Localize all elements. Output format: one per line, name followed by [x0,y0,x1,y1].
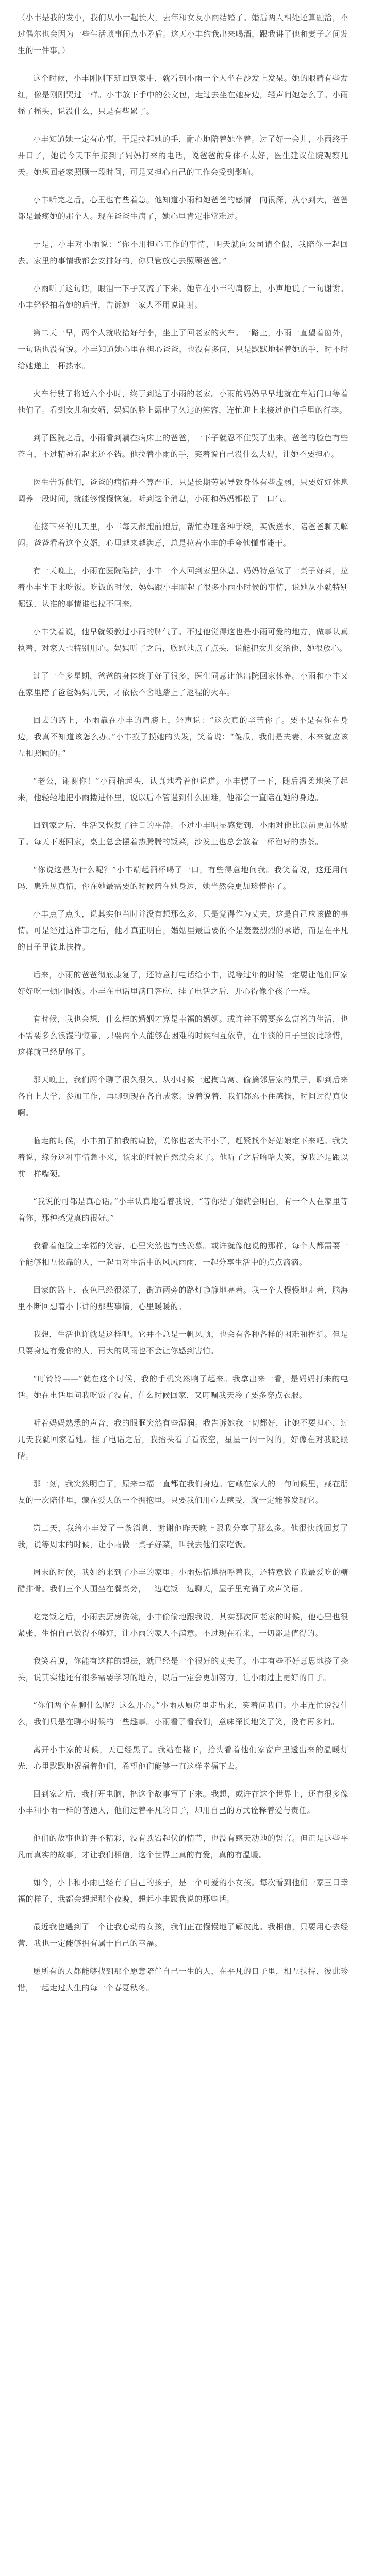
article-paragraph: 听着妈妈熟悉的声音，我的眼眶突然有些湿润。我告诉她我一切都好，让她不要担心，过几天我就回家看她。挂了电话之后，我抬头看了看夜空，星星一闪一闪的，好像在对我眨眼睛。 [18,1418,348,1461]
article-paragraph: 吃完饭之后，小雨去厨房洗碗，小丰偷偷地跟我说，其实那次回老家的时候，他心里也很紧张，生怕自己做得不够好，让小雨的家人不满意。不过现在看来，一切都是值得的。 [18,1612,348,1638]
article-paragraph: 这个时候，小丰刚刚下班回到家中，就看到小雨一个人坐在沙发上发呆。她的眼睛有些发红，像是刚刚哭过一样。小丰放下手中的公文包，走过去坐在她身边，轻声问她怎么了。小雨摇了摇头，说没什么，只是有些累了。 [18,74,348,116]
article-paragraph: 回到家之后，我打开电脑，把这个故事写了下来。我想，或许在这个世界上，还有很多像小丰和小雨一样的普通人，他们过着平凡的日子，却用自己的方式诠释着爱与责任。 [18,1789,348,1815]
article-paragraph: 火车行驶了将近六个小时，终于到达了小雨的老家。小雨的妈妈早早地就在车站门口等着他们了。看到女儿和女婿，妈妈的脸上露出了久违的笑容，连忙迎上来接过他们手里的行李。 [18,389,348,415]
article-body [18,9,348,1996]
article-paragraph: 第二天，我给小丰发了一条消息，谢谢他昨天晚上跟我分享了那么多。他很快就回复了我，说等周末的时候，让小雨做一桌子好菜，叫我去他们家吃饭。 [18,1523,348,1549]
article-paragraph: 回到家之后，生活又恢复了往日的平静。不过小丰明显感觉到，小雨对他比以前更加体贴了。每天下班回家，桌上总会摆着热腾腾的饭菜，沙发上也总会放着一杯泡好的热茶。 [18,821,348,846]
article-paragraph: “叮铃铃——”就在这个时候，我的手机突然响了起来。我拿出来一看，是妈妈打来的电话。她在电话里问我吃饭了没有，什么时候回家，又叮嘱我天冷了要多穿点衣服。 [18,1374,348,1400]
article-paragraph: 那天晚上，我们两个聊了很久很久。从小时候一起掏鸟窝、偷摘邻居家的果子，聊到后来各自上大学、参加工作，再聊到现在各自成家。说着说着，我们都忍不住感慨，时间过得真快啊。 [18,1075,348,1117]
article-paragraph: 有时候，我也会想，什么样的婚姻才算是幸福的婚姻。或许并不需要多么富裕的生活，也不需要多么浪漫的惊喜，只要两个人能够在困难的时候相互依靠，在平淡的日子里彼此珍惜，这样就已经足够了。 [18,1014,348,1057]
article-paragraph: 回去的路上，小雨靠在小丰的肩膀上，轻声说：“这次真的辛苦你了。要不是有你在身边，我真不知道该怎么办。”小丰摸了摸她的头发，笑着说：“傻瓜，我们是夫妻，本来就应该互相照顾的。” [18,716,348,758]
intro-note: （小丰是我的发小，我们从小一起长大，去年和女友小雨结婚了。婚后两人相处还算融洽，不过偶尔也会因为一些生活琐事闹点小矛盾。这天小丰约我出来喝酒，跟我讲了他和妻子之间发生的一件事。） [18,13,348,55]
article-paragraph: 医生告诉他们，爸爸的病情并不算严重，只是长期劳累导致身体有些虚弱，只要好好休息调养一段时间，就能够慢慢恢复。听到这个消息，小雨和妈妈都松了一口气。 [18,478,348,503]
article-paragraph: 后来，小雨的爸爸彻底康复了，还特意打电话给小丰，说等过年的时候一定要让他们回家好好吃一顿团圆饭。小丰在电话里满口答应，挂了电话之后，开心得像个孩子一样。 [18,970,348,996]
article-paragraph: 临走的时候，小丰拍了拍我的肩膀，说你也老大不小了，赶紧找个好姑娘定下来吧。我笑着说，缘分这种事情急不来，该来的时候自然就会来了。他听了之后哈哈大笑，说我还是跟以前一样嘴硬。 [18,1136,348,1178]
article-paragraph: 小丰知道她一定有心事，于是拉起她的手，耐心地陪着她坐着。过了好一会儿，小雨终于开口了，她说今天下午接到了妈妈打来的电话，说爸爸的身体不太好，医生建议住院观察几天。她想回老家照顾一段时间，可是又担心自己的工作会受到影响。 [18,134,348,177]
article-paragraph: “老公，谢谢你！”小雨抬起头，认真地看着他说道。小丰愣了一下，随后温柔地笑了起来，他轻轻地把小雨搂进怀里，说以后不管遇到什么困难，他都会一直陪在她的身边。 [18,776,348,802]
article-paragraph: “你说这是为什么呢？”小丰端起酒杯喝了一口，有些得意地问我。我笑着说，这还用问吗，患难见真情，你在她最需要的时候陪在她身边，她当然会更加珍惜你了。 [18,865,348,891]
article-paragraph: 我想，生活也许就是这样吧。它并不总是一帆风顺，也会有各种各样的困难和挫折。但是只要身边有爱你的人，再大的风雨也不会让你感到害怕。 [18,1330,348,1355]
article-paragraph: 有一天晚上，小雨在医院陪护，小丰一个人回到家里休息。妈妈特意做了一桌子好菜，拉着小丰坐下来吃饭。吃饭的时候，妈妈跟小丰聊起了很多小雨小时候的事情，说她从小就特别倔强，认准的事情谁也拉不回来。 [18,566,348,608]
article-paragraph: 于是，小丰对小雨说：“你不用担心工作的事情，明天就向公司请个假，我陪你一起回去。家里的事情我都会安排好的，你只管放心去照顾爸爸。” [18,240,348,265]
article-paragraph: 到了医院之后，小雨看到躺在病床上的爸爸，一下子就忍不住哭了出来。爸爸的脸色有些苍白，不过精神看起来还不错。他拉着小雨的手，笑着说自己没什么大碍，让她不要担心。 [18,433,348,459]
article-paragraph: 周末的时候，我如约来到了小丰的家里。小雨热情地招呼着我，还特意做了我最爱吃的糖醋排骨。我们三个人围坐在餐桌旁，一边吃饭一边聊天，屋子里充满了欢声笑语。 [18,1568,348,1594]
article-paragraph: 如今，小丰和小雨已经有了自己的孩子，是一个可爱的小女孩。每次看到他们一家三口幸福的样子，我都会想起那个夜晚，想起小丰跟我说的那些话。 [18,1878,348,1904]
article-paragraph: 小雨听了这句话，眼泪一下子又流了下来。她靠在小丰的肩膀上，小声地说了一句谢谢。小丰轻轻拍着她的后背，告诉她一家人不用说谢谢。 [18,284,348,310]
article-paragraph: 那一刻，我突然明白了，原来幸福一直都在我们身边。它藏在家人的一句问候里，藏在朋友的一次陪伴里，藏在爱人的一个拥抱里。只要我们用心去感受，就一定能够发现它。 [18,1479,348,1505]
article-paragraph: 第二天一早，两个人就收拾好行李，坐上了回老家的火车。一路上，小雨一直望着窗外，一句话也没有说。小丰知道她心里在担心爸爸，也没有多问，只是默默地握着她的手，时不时给她递上一杯热水。 [18,328,348,370]
article-paragraph: 他们的故事也许并不精彩，没有跌宕起伏的情节，也没有感天动地的誓言。但正是这些平凡而真实的故事，才让我们相信，这个世界上真的有爱，真的有温暖。 [18,1834,348,1859]
article-paragraph: 小丰听完之后，心里也有些着急。他知道小雨和她爸爸的感情一向很深，从小到大，爸爸都是最疼她的那个人。现在爸爸生病了，她心里肯定非常难过。 [18,195,348,221]
article-paragraph: 最近我也遇到了一个让我心动的女孩，我们正在慢慢地了解彼此。我相信，只要用心去经营，我也一定能够拥有属于自己的幸福。 [18,1922,348,1948]
article-paragraph: “我说的可都是真心话。”小丰认真地看着我说，“等你结了婚就会明白，有一个人在家里等着你，那种感觉真的很好。” [18,1197,348,1223]
article-paragraph: “你们两个在聊什么呢？这么开心。”小雨从厨房里走出来，笑着问我们。小丰连忙说没什么，我们只是在聊小时候的一些趣事。小雨看了看我们，意味深长地笑了笑，没有再多问。 [18,1701,348,1726]
article-paragraph: 过了一个多星期，爸爸的身体终于好了很多，医生同意让他出院回家休养。小雨和小丰又在家里陪了爸爸妈妈几天，才依依不舍地踏上了返程的火车。 [18,671,348,697]
article-paragraph: 离开小丰家的时候，天已经黑了。我站在楼下，抬头看着他们家窗户里透出来的温暖灯光，心里默默地祝福着他们，希望他们能够一直这样幸福下去。 [18,1745,348,1771]
article-paragraph: 回家的路上，夜色已经很深了，街道两旁的路灯静静地亮着。我一个人慢慢地走着，脑海里不断回想着小丰讲的那些事情，心里暖暖的。 [18,1285,348,1311]
article-paragraph: 愿所有的人都能够找到那个愿意陪伴自己一生的人，在平凡的日子里，相互扶持，彼此珍惜，一起走过人生的每一个春夏秋冬。 [18,1967,348,1992]
article-paragraph: 我笑着说，你能有这样的想法，就已经是一个很好的丈夫了。小丰有些不好意思地挠了挠头，说其实他还有很多需要学习的地方，以后一定会更加努力，让小雨过上更好的日子。 [18,1656,348,1682]
article-paragraph: 小丰点了点头，说其实他当时并没有想那么多，只是觉得作为丈夫，这是自己应该做的事情。可是经过这件事之后，他才真正明白，婚姻里最重要的不是轰轰烈烈的承诺，而是在平凡的日子里彼此扶持。 [18,909,348,952]
article-paragraph: 小丰笑着说，他早就领教过小雨的脾气了。不过他觉得这也是小雨可爱的地方，做事认真执着，对家人也特别用心。妈妈听了之后，欣慰地点了点头，说能把女儿交给他，她很放心。 [18,627,348,653]
article-paragraph: 我看着他脸上幸福的笑容，心里突然也有些羡慕。或许就像他说的那样，每个人都需要一个能够相互依靠的人，一起面对生活中的风风雨雨，一起分享生活中的点点滴滴。 [18,1241,348,1267]
article-paragraph: 在接下来的几天里，小丰每天都跑前跑后，帮忙办理各种手续，买饭送水，陪爸爸聊天解闷。爸爸看着这个女婿，心里越来越满意，总是拉着小丰的手夸他懂事能干。 [18,522,348,548]
